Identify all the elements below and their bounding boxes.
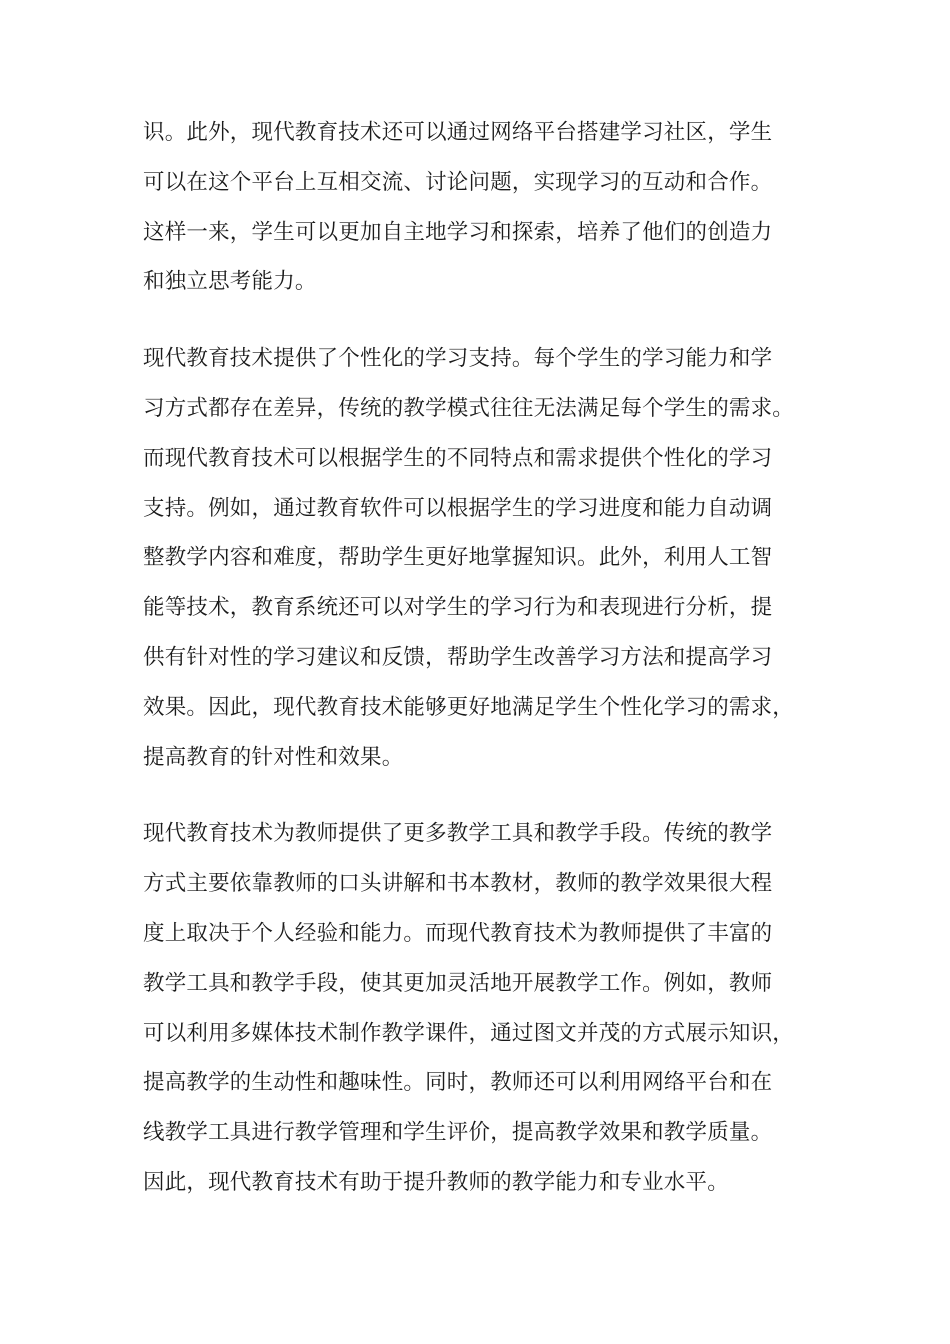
text-line: 可以在这个平台上互相交流、讨论问题，实现学习的互动和合作。	[143, 169, 773, 195]
text-line: 习方式都存在差异，传统的教学模式往往无法满足每个学生的需求。	[143, 395, 795, 421]
text-line: 因此，现代教育技术有助于提升教师的教学能力和专业水平。	[143, 1169, 729, 1195]
text-line: 支持。例如，通过教育软件可以根据学生的学习进度和能力自动调	[143, 495, 773, 521]
text-line: 供有针对性的学习建议和反馈，帮助学生改善学习方法和提高学习	[143, 644, 773, 670]
document-body	[143, 108, 833, 1235]
text-line: 可以利用多媒体技术制作教学课件，通过图文并茂的方式展示知识，	[143, 1020, 795, 1046]
text-line: 提高教育的针对性和效果。	[143, 744, 404, 770]
paragraph-2	[143, 334, 833, 782]
text-line: 度上取决于个人经验和能力。而现代教育技术为教师提供了丰富的	[143, 920, 773, 946]
text-line: 整教学内容和难度，帮助学生更好地掌握知识。此外，利用人工智	[143, 545, 773, 571]
text-line: 能等技术，教育系统还可以对学生的学习行为和表现进行分析，提	[143, 595, 773, 621]
text-line: 教学工具和教学手段，使其更加灵活地开展教学工作。例如，教师	[143, 970, 773, 996]
text-line: 线教学工具进行教学管理和学生评价，提高教学效果和教学质量。	[143, 1120, 773, 1146]
text-line: 识。此外，现代教育技术还可以通过网络平台搭建学习社区，学生	[143, 120, 773, 145]
text-line: 现代教育技术为教师提供了更多教学工具和教学手段。传统的教学	[143, 821, 773, 847]
text-line: 方式主要依靠教师的口头讲解和书本教材，教师的教学效果很大程	[143, 871, 773, 897]
text-line: 这样一来，学生可以更加自主地学习和探索，培养了他们的创造力	[143, 219, 773, 245]
paragraph-3	[143, 809, 833, 1207]
text-line: 效果。因此，现代教育技术能够更好地满足学生个性化学习的需求，	[143, 694, 795, 720]
text-line: 而现代教育技术可以根据学生的不同特点和需求提供个性化的学习	[143, 445, 773, 471]
text-line: 现代教育技术提供了个性化的学习支持。每个学生的学习能力和学	[143, 346, 773, 372]
text-line: 提高教学的生动性和趣味性。同时，教师还可以利用网络平台和在	[143, 1070, 773, 1096]
paragraph-1	[143, 108, 833, 307]
text-line: 和独立思考能力。	[143, 269, 317, 295]
